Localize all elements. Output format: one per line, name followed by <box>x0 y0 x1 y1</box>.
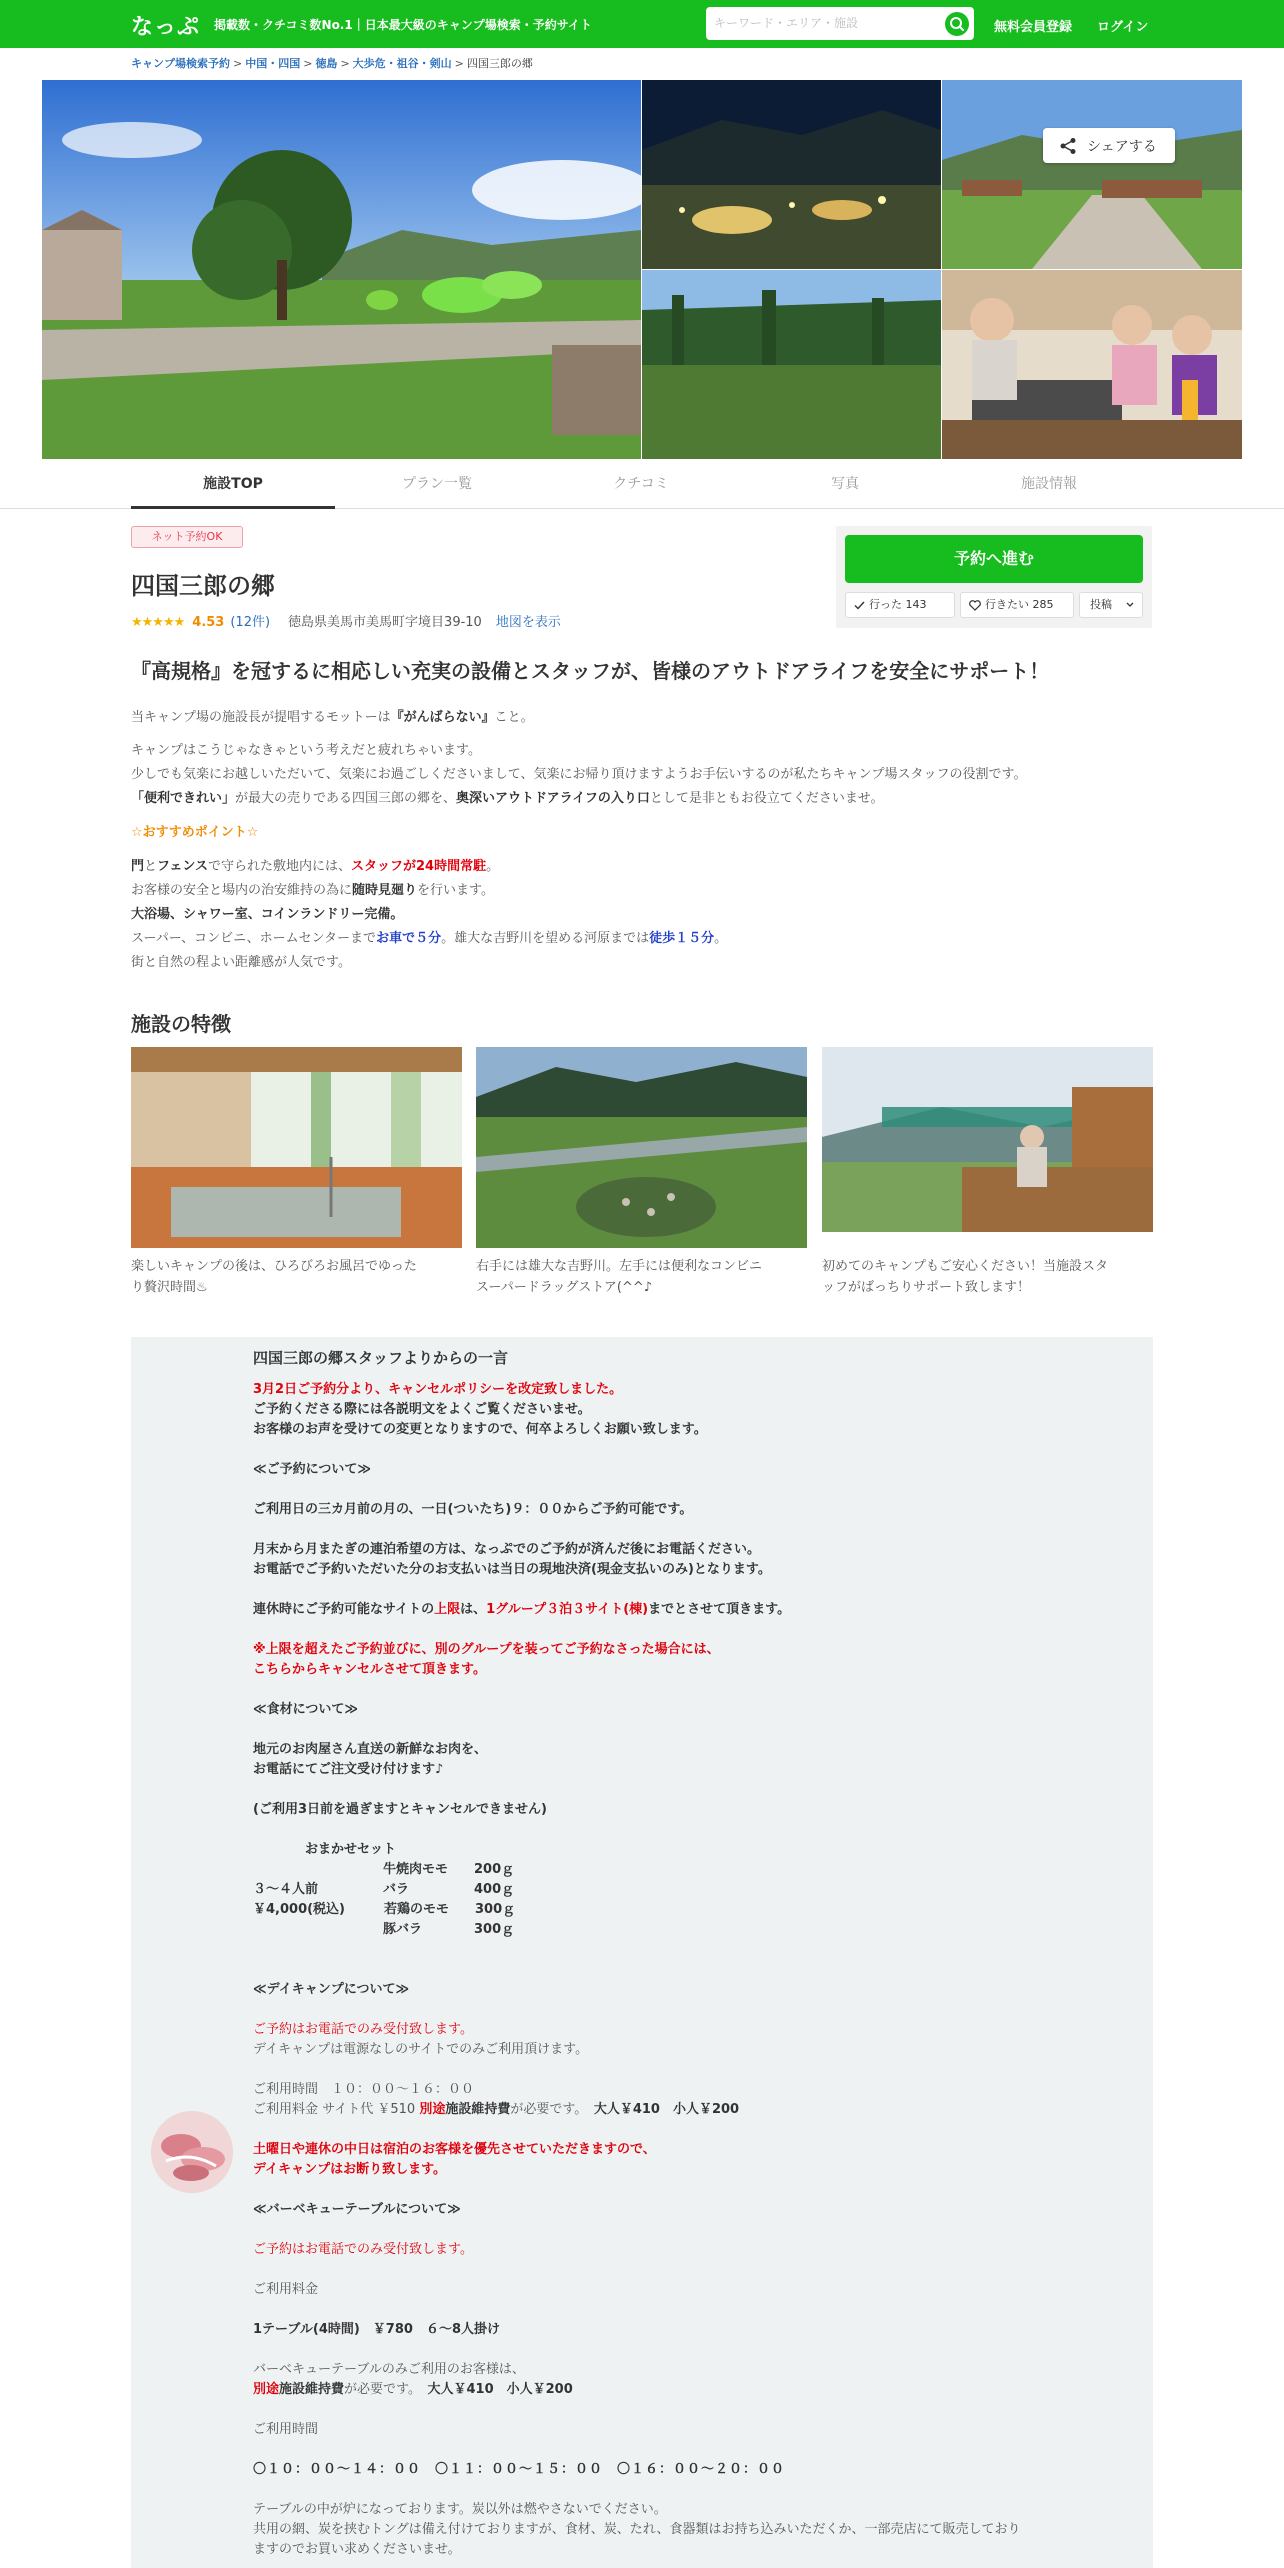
breadcrumb-current: 四国三郎の郷 <box>466 57 533 70</box>
staff-message-line: 1テーブル(4時間) ￥780 ６～8人掛け <box>253 2322 500 2337</box>
facility-tabs <box>0 459 1284 509</box>
staff-message-line: ご利用料金 <box>253 2282 319 2297</box>
point-line: 門とフェンスで守られた敷地内には、スタッフが24時間常駐。 <box>131 859 500 874</box>
search-input[interactable] <box>714 13 934 33</box>
site-header <box>0 0 1284 48</box>
tab-facility-info[interactable]: 施設情報 <box>1021 476 1077 492</box>
rating-score: 4.53 <box>192 615 225 630</box>
point-line: お客様の安全と場内の治安維持の為に随時見廻りを行います。 <box>131 883 494 898</box>
staff-message-line: ≪ご予約について≫ <box>253 1462 371 1477</box>
net-booking-badge: ネット予約OK <box>131 526 243 548</box>
feature-image-staff[interactable] <box>822 1047 1153 1232</box>
book-button[interactable]: 予約へ進む <box>845 535 1143 583</box>
search-button[interactable] <box>945 12 969 36</box>
staff-message-line: ※上限を超えたご予約並びに、別のグループを装ってご予約なさった場合には、 <box>253 1642 720 1657</box>
staff-message-line: 共用の網、炭を挟むトングは備え付けておりますが、食材、炭、たれ、食器類はお持ち込みいただくか、一部売店にて販売しており <box>253 2522 1021 2537</box>
staff-message-line: テーブルの中が炉になっております。炭以外は燃やさないでください。 <box>253 2502 667 2517</box>
breadcrumb: キャンプ場検索予約 > 中国・四国 > 徳島 > 大歩危・祖谷・剣山 > 四国三郎の郷 <box>131 57 533 70</box>
staff-message-line: こちらからキャンセルさせて頂きます。 <box>253 1662 486 1677</box>
heart-icon <box>969 600 981 611</box>
staff-message-line: 地元のお肉屋さん直送の新鮮なお肉を、 <box>253 1742 488 1757</box>
staff-message-line: 別途施設維持費が必要です。 大人￥410 小人￥200 <box>253 2382 573 2397</box>
facility-address: 徳島県美馬市美馬町字境目39-10 <box>288 615 482 630</box>
point-line: 街と自然の程よい距離感が人気です。 <box>131 955 351 970</box>
staff-message-line: お客様のお声を受けての変更となりますので、何卒よろしくお願い致します。 <box>253 1422 707 1437</box>
went-count: 行った 143 <box>869 598 927 611</box>
review-count-link[interactable]: (12件) <box>230 615 271 630</box>
breadcrumb-item[interactable]: 大歩危・祖谷・剣山 <box>352 57 452 70</box>
site-tagline: 掲載数・クチコミ数No.1｜日本最大級のキャンプ場検索・予約サイト <box>214 18 592 32</box>
staff-message-line: ご予約くださる際には各説明文をよくご覧くださいませ。 <box>253 1402 591 1417</box>
staff-message-line: ≪デイキャンプについて≫ <box>253 1982 410 1997</box>
share-button[interactable] <box>1043 128 1175 163</box>
gallery-photo-5[interactable] <box>942 270 1242 459</box>
catchphrase: 『高規格』を冠するに相応しい充実の設備とスタッフが、皆様のアウトドアライフを安全にサポート！ <box>131 659 1050 683</box>
tab-reviews[interactable]: クチコミ <box>613 476 669 492</box>
features-heading: 施設の特徴 <box>131 1012 231 1036</box>
staff-message-line: ご利用料金 サイト代 ￥510 別途施設維持費が必要です。 大人￥410 小人￥200 <box>253 2102 740 2117</box>
recommend-heading: ☆おすすめポイント☆ <box>131 825 259 840</box>
post-label: 投稿 <box>1090 598 1112 611</box>
staff-message-line: 〇１０：００～１４：００ 〇１１：００～１５：００ 〇１６：００～２０：００ <box>253 2462 786 2477</box>
point-line: スーパー、コンビニ、ホームセンターまでお車で５分。雄大な吉野川を望める河原までは徒歩１５分。 <box>131 931 728 946</box>
description-line: 少しでも気楽にお越しいただいて、気楽にお過ごしくださいまして、気楽にお帰り頂けますようお手伝いするのが私たちキャンプ場スタッフの役割です。 <box>131 767 1027 782</box>
breadcrumb-item[interactable]: キャンプ場検索予約 <box>131 57 230 70</box>
staff-message-line: デイキャンプはお断り致します。 <box>253 2162 447 2177</box>
tab-plans[interactable]: プラン一覧 <box>402 476 472 492</box>
tab-facility-top[interactable]: 施設TOP <box>131 459 335 509</box>
post-dropdown[interactable] <box>1079 592 1143 618</box>
staff-message-line: お電話でご予約いただいた分のお支払いは当日の現地決済(現金支払いのみ)となります。 <box>253 1562 771 1577</box>
feature-caption: 初めてのキャンプもご安心ください！当施設スタ ッフがばっちりサポート致します！ <box>822 1259 1109 1295</box>
point-line: 大浴場、シャワー室、コインランドリー完備。 <box>131 907 404 922</box>
page-title: 四国三郎の郷 <box>131 572 275 600</box>
description-line: キャンプはこうじゃなきゃという考えだと疲れちゃいます。 <box>131 743 481 758</box>
staff-message-line: 土曜日や連休の中日は宿泊のお客様を優先させていただきますので、 <box>253 2142 656 2157</box>
staff-message-line: ￥4,000(税込) 若鶏のモモ 300ｇ <box>253 1902 516 1917</box>
gallery-photo-main[interactable] <box>42 80 641 459</box>
feature-image-aerial[interactable] <box>476 1047 807 1248</box>
tab-photos[interactable]: 写真 <box>831 476 859 492</box>
feature-caption: 右手には雄大な吉野川。左手には便利なコンビニ スーパードラッグストア(^^♪ <box>476 1259 763 1295</box>
staff-message-line: ご予約はお電話でのみ受付致します。 <box>253 2242 473 2257</box>
staff-message-line: 連休時にご予約可能なサイトの上限は、1グループ３泊３サイト(棟)までとさせて頂きます。 <box>253 1602 791 1617</box>
search-box <box>706 7 974 40</box>
gallery-photo-4[interactable] <box>642 270 941 459</box>
gallery-photo-3[interactable] <box>942 80 1242 269</box>
staff-message-line: 牛焼肉モモ 200ｇ <box>253 1862 515 1877</box>
check-icon <box>854 600 865 611</box>
breadcrumb-item[interactable]: 中国・四国 <box>245 57 301 70</box>
feature-caption: 楽しいキャンプの後は、ひろびろお風呂でゆった り贅沢時間♨ <box>131 1259 417 1295</box>
staff-message-line: ご利用日の三カ月前の月の、一日(ついたち)９：００からご予約可能です。 <box>253 1502 693 1517</box>
staff-message-line: ご利用時間 <box>253 2422 319 2437</box>
gallery-photo-2[interactable] <box>642 80 941 269</box>
staff-message-line: (ご利用3日前を過ぎますとキャンセルできません) <box>253 1802 547 1817</box>
staff-message-line: ≪バーベキューテーブルについて≫ <box>253 2202 461 2217</box>
staff-avatar <box>151 2111 233 2193</box>
staff-message-line: 3月2日ご予約分より、キャンセルポリシーを改定致しました。 <box>253 1382 623 1397</box>
map-link[interactable]: 地図を表示 <box>495 615 561 630</box>
staff-message-line: ３～４人前 バラ 400ｇ <box>253 1882 515 1897</box>
description-line: 当キャンプ場の施設長が提唱するモットーは『がんばらない』こと。 <box>131 710 534 725</box>
breadcrumb-item[interactable]: 徳島 <box>315 57 338 70</box>
staff-message-line: おまかせセット <box>253 1842 397 1857</box>
staff-message-line: お電話にてご注文受け付けます♪ <box>253 1762 444 1777</box>
signup-link[interactable]: 無料会員登録 <box>994 20 1073 35</box>
staff-message-line: ますのでお買い求めくださいませ。 <box>253 2542 461 2557</box>
rating-row <box>131 611 561 630</box>
site-logo[interactable]: なっぷ <box>131 15 201 40</box>
want-count: 行きたい 285 <box>985 598 1054 611</box>
chevron-down-icon <box>1126 602 1134 608</box>
staff-message-line: ≪食材について≫ <box>253 1702 358 1717</box>
staff-message-line: ご利用時間 １０：００～１６：００ <box>253 2082 475 2097</box>
want-button[interactable] <box>960 592 1074 618</box>
share-label: シェアする <box>1087 139 1157 155</box>
booking-box <box>836 526 1152 628</box>
staff-message-line: バーベキューテーブルのみご利用のお客様は、 <box>253 2362 525 2377</box>
staff-message-line: ご予約はお電話でのみ受付致します。 <box>253 2022 473 2037</box>
staff-message-title: 四国三郎の郷スタッフよりからの一言 <box>253 1349 509 1367</box>
went-button[interactable] <box>845 592 955 618</box>
rating-stars: ★★★★★ <box>131 615 185 630</box>
staff-message-line: デイキャンプは電源なしのサイトでのみご利用頂けます。 <box>253 2042 589 2057</box>
share-icon <box>1059 137 1077 155</box>
staff-message-line: 豚バラ 300ｇ <box>253 1922 515 1937</box>
staff-message-line: 月末から月またぎの連泊希望の方は、なっぷでのご予約が済んだ後にお電話ください。 <box>253 1542 761 1557</box>
login-link[interactable]: ログイン <box>1097 20 1149 35</box>
feature-image-bath[interactable] <box>131 1047 462 1248</box>
search-icon <box>945 12 969 36</box>
description-line: 「便利できれい」が最大の売りである四国三郎の郷を、奥深いアウトドアライフの入り口として是非ともお役立てくださいませ。 <box>131 791 884 806</box>
